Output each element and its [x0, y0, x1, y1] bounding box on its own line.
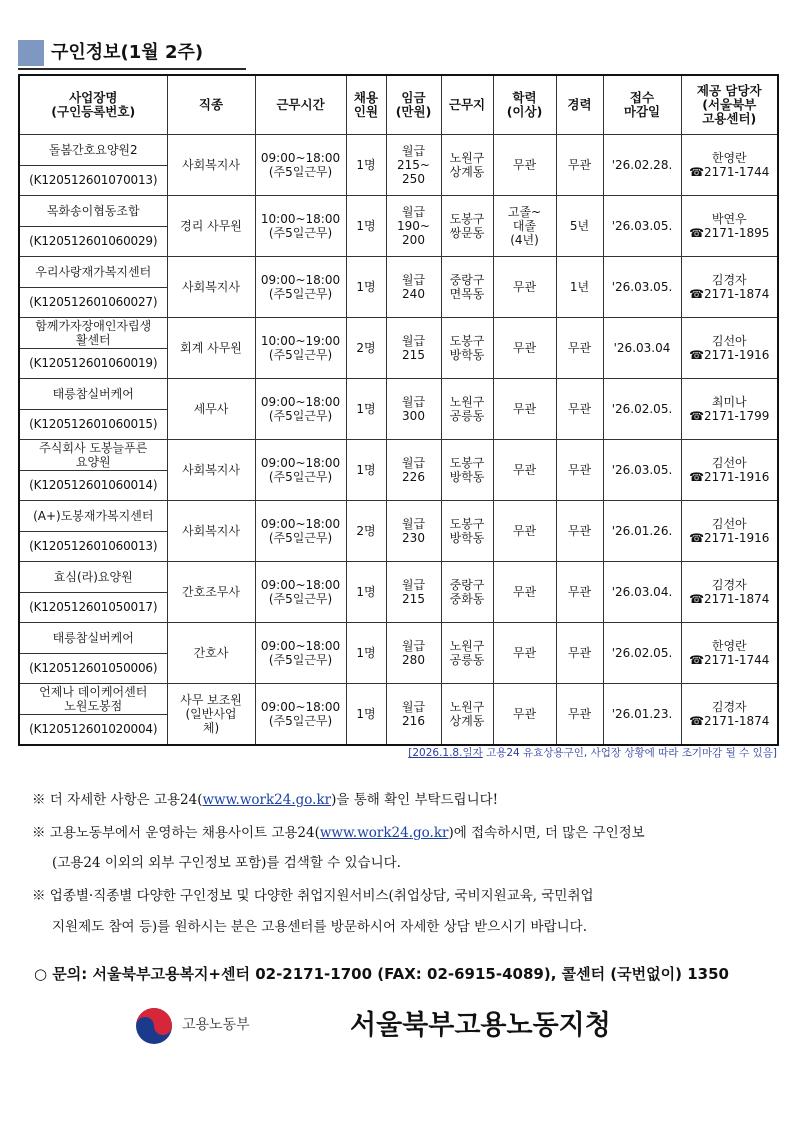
- header-manager: 제공 담당자 (서울북부 고용센터): [681, 75, 778, 135]
- company-name: 효심(라)요양원: [19, 562, 167, 593]
- table-row: [19, 501, 778, 532]
- table-row: [19, 135, 778, 166]
- work-location: 노원구 상계동: [441, 135, 493, 196]
- header-deadline: 접수 마감일: [603, 75, 681, 135]
- job-title: 간호조무사: [167, 562, 255, 623]
- manager: 김경자 ☎2171-1874: [681, 257, 778, 318]
- work-location: 노원구 공릉동: [441, 379, 493, 440]
- note-date: [2026.1.8.일자: [408, 747, 483, 759]
- career: 5년: [556, 196, 603, 257]
- header-hours: 근무시간: [255, 75, 346, 135]
- education: 무관: [493, 135, 556, 196]
- work-location: 노원구 상계동: [441, 684, 493, 746]
- education: 무관: [493, 501, 556, 562]
- work-location: 중랑구 면목동: [441, 257, 493, 318]
- work-hours: 10:00~19:00 (주5일근무): [255, 318, 346, 379]
- manager: 한영란 ☎2171-1744: [681, 135, 778, 196]
- company-name: 주식회사 도봉늘푸른 요양원: [19, 440, 167, 471]
- registration-number: (K120512601060027): [19, 287, 167, 318]
- header-company: 사업장명 (구인등록번호): [19, 75, 167, 135]
- wage: 월급 230: [386, 501, 441, 562]
- work-hours: 09:00~18:00 (주5일근무): [255, 440, 346, 501]
- wage: 월급 216: [386, 684, 441, 746]
- career: 무관: [556, 684, 603, 746]
- job-title: 세무사: [167, 379, 255, 440]
- job-table: [18, 74, 779, 746]
- registration-number: (K120512601060013): [19, 531, 167, 562]
- work-hours: 09:00~18:00 (주5일근무): [255, 379, 346, 440]
- hire-count: 1명: [346, 684, 386, 746]
- company-name: 언제나 데이케어센터 노원도봉점: [19, 684, 167, 715]
- deadline: '26.03.05.: [603, 257, 681, 318]
- work-location: 중랑구 중화동: [441, 562, 493, 623]
- manager: 김선아 ☎2171-1916: [681, 501, 778, 562]
- deadline: '26.03.04: [603, 318, 681, 379]
- registration-number: (K120512601060019): [19, 348, 167, 379]
- education: 무관: [493, 562, 556, 623]
- table-row: [19, 318, 778, 349]
- education: 무관: [493, 440, 556, 501]
- contact-info: ○ 문의: 서울북부고용복지+센터 02-2171-1700 (FAX: 02-6915-4089), 콜센터 (국번없이) 1350: [34, 965, 729, 983]
- header-education: 학력 (이상): [493, 75, 556, 135]
- career: 무관: [556, 562, 603, 623]
- title-bar: [18, 38, 246, 70]
- career: 무관: [556, 135, 603, 196]
- work24-link[interactable]: www.work24.go.kr: [319, 825, 449, 841]
- deadline: '26.01.23.: [603, 684, 681, 746]
- wage: 월급 240: [386, 257, 441, 318]
- manager: 박연우 ☎2171-1895: [681, 196, 778, 257]
- education: 고졸~ 대졸 (4년): [493, 196, 556, 257]
- job-title: 회계 사무원: [167, 318, 255, 379]
- registration-number: (K120512601060029): [19, 226, 167, 257]
- education: 무관: [493, 684, 556, 746]
- registration-number: (K120512601070013): [19, 165, 167, 196]
- work-hours: 09:00~18:00 (주5일근무): [255, 562, 346, 623]
- hire-count: 1명: [346, 623, 386, 684]
- company-name: 우리사랑재가복지센터: [19, 257, 167, 288]
- job-title: 사무 보조원 (일반사업 체): [167, 684, 255, 746]
- deadline: '26.03.05.: [603, 196, 681, 257]
- registration-number: (K120512601060015): [19, 409, 167, 440]
- table-row: [19, 196, 778, 227]
- company-name: 태릉참실버케어: [19, 379, 167, 410]
- registration-number: (K120512601060014): [19, 470, 167, 501]
- job-title: 경리 사무원: [167, 196, 255, 257]
- work-hours: 09:00~18:00 (주5일근무): [255, 501, 346, 562]
- wage: 월급 215: [386, 562, 441, 623]
- manager: 김선아 ☎2171-1916: [681, 440, 778, 501]
- education: 무관: [493, 318, 556, 379]
- table-note: [18, 745, 777, 760]
- hire-count: 1명: [346, 562, 386, 623]
- title-marker: [18, 40, 44, 66]
- company-name: (A+)도봉재가복지센터: [19, 501, 167, 532]
- wage: 월급 215~ 250: [386, 135, 441, 196]
- remark-3-cont: 지원제도 참여 등)를 원하시는 분은 고용센터를 방문하시어 자세한 상담 받으시기 바랍니다.: [52, 919, 587, 935]
- career: 1년: [556, 257, 603, 318]
- hire-count: 1명: [346, 135, 386, 196]
- hire-count: 1명: [346, 379, 386, 440]
- table-header: [19, 75, 778, 135]
- company-name: 함께가자장애인자립생 활센터: [19, 318, 167, 349]
- work24-link[interactable]: www.work24.go.kr: [202, 792, 332, 808]
- registration-number: (K120512601020004): [19, 714, 167, 745]
- career: 무관: [556, 440, 603, 501]
- header-job: 직종: [167, 75, 255, 135]
- job-title: 사회복지사: [167, 135, 255, 196]
- deadline: '26.03.04.: [603, 562, 681, 623]
- hire-count: 1명: [346, 257, 386, 318]
- deadline: '26.02.05.: [603, 623, 681, 684]
- work-location: 도봉구 방학동: [441, 501, 493, 562]
- note-text: 고용24 유효상용구인, 사업장 상황에 따라 조기마감 될 수 있음]: [482, 747, 777, 759]
- agency-name: 서울북부고용노동지청: [350, 1010, 611, 1041]
- table-row: [19, 379, 778, 410]
- deadline: '26.03.05.: [603, 440, 681, 501]
- hire-count: 1명: [346, 196, 386, 257]
- manager: 한영란 ☎2171-1744: [681, 623, 778, 684]
- education: 무관: [493, 379, 556, 440]
- deadline: '26.02.28.: [603, 135, 681, 196]
- job-title: 간호사: [167, 623, 255, 684]
- deadline: '26.02.05.: [603, 379, 681, 440]
- header-count: 채용 인원: [346, 75, 386, 135]
- career: 무관: [556, 623, 603, 684]
- work-hours: 09:00~18:00 (주5일근무): [255, 135, 346, 196]
- hire-count: 2명: [346, 318, 386, 379]
- table-row: [19, 623, 778, 654]
- company-name: 목화송이협동조합: [19, 196, 167, 227]
- table-row: [19, 440, 778, 471]
- work-location: 도봉구 쌍문동: [441, 196, 493, 257]
- manager: 김경자 ☎2171-1874: [681, 684, 778, 746]
- work-hours: 09:00~18:00 (주5일근무): [255, 623, 346, 684]
- company-name: 태릉참실버케어: [19, 623, 167, 654]
- ministry-logo-icon: [134, 1006, 174, 1046]
- wage: 월급 280: [386, 623, 441, 684]
- education: 무관: [493, 257, 556, 318]
- remark-1: ※ 더 자세한 사항은 고용24(www.work24.go.kr)을 통해 확인 부탁드립니다!: [32, 792, 499, 808]
- manager: 김선아 ☎2171-1916: [681, 318, 778, 379]
- work-location: 도봉구 방학동: [441, 318, 493, 379]
- page-title: 구인정보(1월 2주): [51, 42, 204, 63]
- wage: 월급 215: [386, 318, 441, 379]
- remark-2-cont: (고용24 이외의 외부 구인정보 포함)를 검색할 수 있습니다.: [52, 855, 401, 871]
- job-title: 사회복지사: [167, 501, 255, 562]
- remark-2: ※ 고용노동부에서 운영하는 채용사이트 고용24(www.work24.go.kr)에 접속하시면, 더 많은 구인정보: [32, 825, 645, 841]
- manager: 김경자 ☎2171-1874: [681, 562, 778, 623]
- registration-number: (K120512601050006): [19, 653, 167, 684]
- hire-count: 2명: [346, 501, 386, 562]
- company-name: 돌봄간호요양원2: [19, 135, 167, 166]
- header-wage: 임금 (만원): [386, 75, 441, 135]
- work-hours: 10:00~18:00 (주5일근무): [255, 196, 346, 257]
- registration-number: (K120512601050017): [19, 592, 167, 623]
- wage: 월급 226: [386, 440, 441, 501]
- header-location: 근무지: [441, 75, 493, 135]
- wage: 월급 300: [386, 379, 441, 440]
- education: 무관: [493, 623, 556, 684]
- wage: 월급 190~ 200: [386, 196, 441, 257]
- career: 무관: [556, 501, 603, 562]
- remark-3: ※ 업종별·직종별 다양한 구인정보 및 다양한 취업지원서비스(취업상담, 국비지원교육, 국민취업: [32, 888, 594, 904]
- deadline: '26.01.26.: [603, 501, 681, 562]
- table-row: [19, 562, 778, 593]
- job-title: 사회복지사: [167, 257, 255, 318]
- table-row: [19, 257, 778, 288]
- work-location: 노원구 공릉동: [441, 623, 493, 684]
- career: 무관: [556, 379, 603, 440]
- career: 무관: [556, 318, 603, 379]
- ministry-name: 고용노동부: [182, 1017, 250, 1033]
- manager: 최미나 ☎2171-1799: [681, 379, 778, 440]
- work-location: 도봉구 방학동: [441, 440, 493, 501]
- header-career: 경력: [556, 75, 603, 135]
- table-row: [19, 684, 778, 715]
- job-title: 사회복지사: [167, 440, 255, 501]
- work-hours: 09:00~18:00 (주5일근무): [255, 684, 346, 746]
- hire-count: 1명: [346, 440, 386, 501]
- work-hours: 09:00~18:00 (주5일근무): [255, 257, 346, 318]
